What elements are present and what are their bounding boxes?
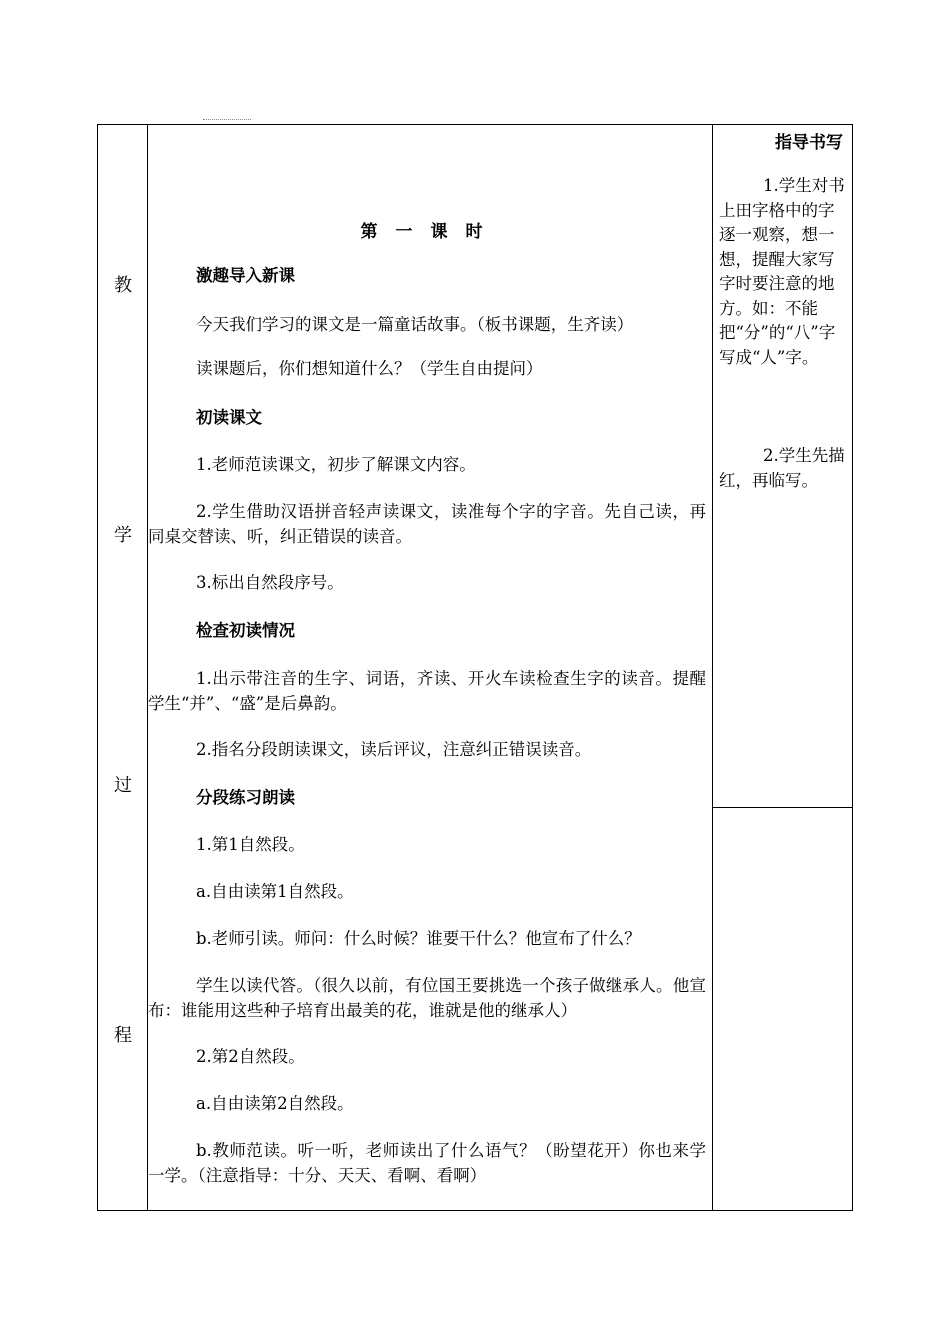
- paragraph: 2.指名分段朗读课文，读后评议，注意纠正错误读音。: [196, 740, 592, 759]
- side-label-column: [98, 125, 148, 1210]
- paragraph: a.自由读第2自然段。: [196, 1094, 354, 1113]
- paragraph: 读课题后，你们想知道什么？（学生自由提问）: [196, 359, 543, 378]
- side-label-char: 过: [114, 775, 132, 796]
- scan-artifact: [203, 119, 251, 123]
- paragraph: 3.标出自然段序号。: [196, 573, 344, 592]
- paragraph: 1.第1自然段。: [196, 835, 305, 854]
- paragraph: a.自由读第1自然段。: [196, 882, 354, 901]
- paragraph: 1.老师范读课文，初步了解课文内容。: [196, 455, 476, 474]
- side-label-char: 教: [114, 275, 132, 296]
- lesson-title: 第一课时: [360, 222, 501, 242]
- paragraph: b.教师范读。听一听，老师读出了什么语气？（盼望花开）你也来学一学。（注意指导：十分、天天、看啊、看啊）: [148, 1141, 706, 1185]
- writing-guide-cell: [713, 125, 852, 808]
- lesson-plan-table: [97, 124, 853, 1211]
- side-label-char: 学: [114, 525, 132, 546]
- teaching-process-column: [148, 125, 713, 1210]
- paragraph: 2.第2自然段。: [196, 1047, 305, 1066]
- section-heading: 分段练习朗读: [196, 788, 295, 807]
- section-heading: 检查初读情况: [196, 621, 295, 640]
- section-heading: 初读课文: [196, 408, 262, 427]
- paragraph: 学生以读代答。（很久以前，有位国王要挑选一个孩子做继承人。他宣布：谁能用这些种子培育出最美的花，谁就是他的继承人）: [148, 976, 706, 1020]
- paragraph: b.老师引读。师问：什么时候？谁要干什么？他宣布了什么？: [196, 929, 641, 948]
- section-heading: 激趣导入新课: [196, 266, 295, 285]
- guide-item: 1.学生对书上田字格中的字逐一观察，想一想，提醒大家写字时要注意的地方。如：不能把“分”的“八”字写成“人”字。: [719, 176, 845, 367]
- paragraph: 2.学生借助汉语拼音轻声读课文，读准每个字的字音。先自己读，再同桌交替读、听，纠正错误的读音。: [148, 502, 706, 546]
- paragraph: 今天我们学习的课文是一篇童话故事。（板书课题，生齐读）: [196, 315, 634, 334]
- writing-guide-column: [713, 125, 852, 1210]
- guide-title: 指导书写: [775, 133, 843, 153]
- paragraph: 1.出示带注音的生字、词语，齐读、开火车读检查生字的读音。提醒学生“并”、“盛”是后鼻韵。: [148, 669, 706, 713]
- guide-item: 2.学生先描红，再临写。: [719, 446, 845, 490]
- side-label-char: 程: [114, 1025, 132, 1046]
